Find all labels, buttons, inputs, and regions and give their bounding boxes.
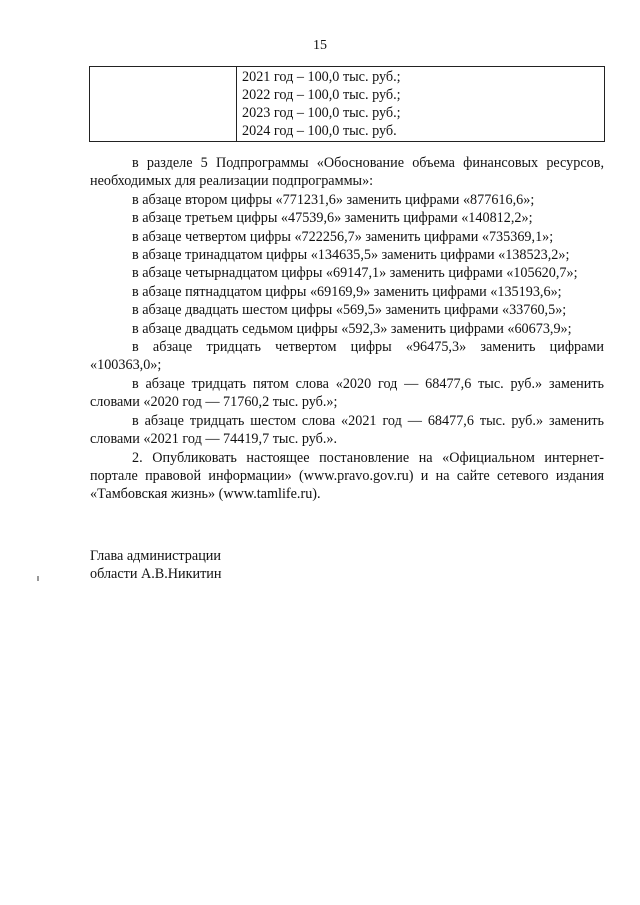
signature-block <box>90 547 221 584</box>
paragraph-amendment: в абзаце четырнадцатом цифры «69147,1» заменить цифрами «105620,7»; <box>132 265 578 282</box>
table-year-line: 2022 год – 100,0 тыс. руб.; <box>242 87 401 103</box>
scan-mark <box>37 576 39 581</box>
paragraph-amendment: в абзаце пятнадцатом цифры «69169,9» заменить цифрами «135193,6»; <box>132 283 562 300</box>
paragraph-amendment: в абзаце третьем цифры «47539,6» заменить цифрами «140812,2»; <box>132 210 533 227</box>
table-year-line: 2021 год – 100,0 тыс. руб.; <box>242 69 401 85</box>
table-left-cell <box>90 67 237 141</box>
paragraph-amendment: в абзаце тридцать пятом слова «2020 год — 68477,6 тыс. руб.» заменить словами «2020 год — 71760,2 тыс. руб.»; <box>90 375 604 411</box>
table-year-line: 2023 год – 100,0 тыс. руб.; <box>242 105 401 121</box>
paragraph-publication: 2. Опубликовать настоящее постановление на «Официальном интернет-портале правовой информации» (www.pravo.gov.ru) и на сайте сетевого издания «Тамбовская жизнь» (www.tamlife.ru). <box>90 449 604 503</box>
paragraph-amendment: в абзаце двадцать седьмом цифры «592,3» заменить цифрами «60673,9»; <box>132 320 572 337</box>
table-right-cell <box>242 68 604 140</box>
page-number: 15 <box>313 38 327 53</box>
paragraph-amendment: в абзаце тридцать шестом слова «2021 год — 68477,6 тыс. руб.» заменить словами «2021 год — 74419,7 тыс. руб.». <box>90 412 604 448</box>
paragraph-amendment: в абзаце четвертом цифры «722256,7» заменить цифрами «735369,1»; <box>132 228 554 245</box>
signature-title: Глава администрации <box>90 548 221 564</box>
paragraph-amendment: в абзаце тринадцатом цифры «134635,5» заменить цифрами «138523,2»; <box>132 247 570 264</box>
paragraph-amendment: в абзаце двадцать шестом цифры «569,5» заменить цифрами «33760,5»; <box>132 302 567 319</box>
document-body <box>90 154 604 504</box>
paragraph-amendment: в абзаце тридцать четвертом цифры «96475,3» заменить цифрами «100363,0»; <box>90 339 604 374</box>
signature-name: области А.В.Никитин <box>90 566 222 583</box>
paragraph-amendment: в абзаце втором цифры «771231,6» заменить цифрами «877616,6»; <box>132 191 535 208</box>
table-year-line: 2024 год – 100,0 тыс. руб. <box>242 123 397 139</box>
paragraph-section-5: в разделе 5 Подпрограммы «Обоснование объема финансовых ресурсов, необходимых для реализации подпрограммы»: <box>90 155 604 190</box>
budget-table <box>89 66 605 142</box>
